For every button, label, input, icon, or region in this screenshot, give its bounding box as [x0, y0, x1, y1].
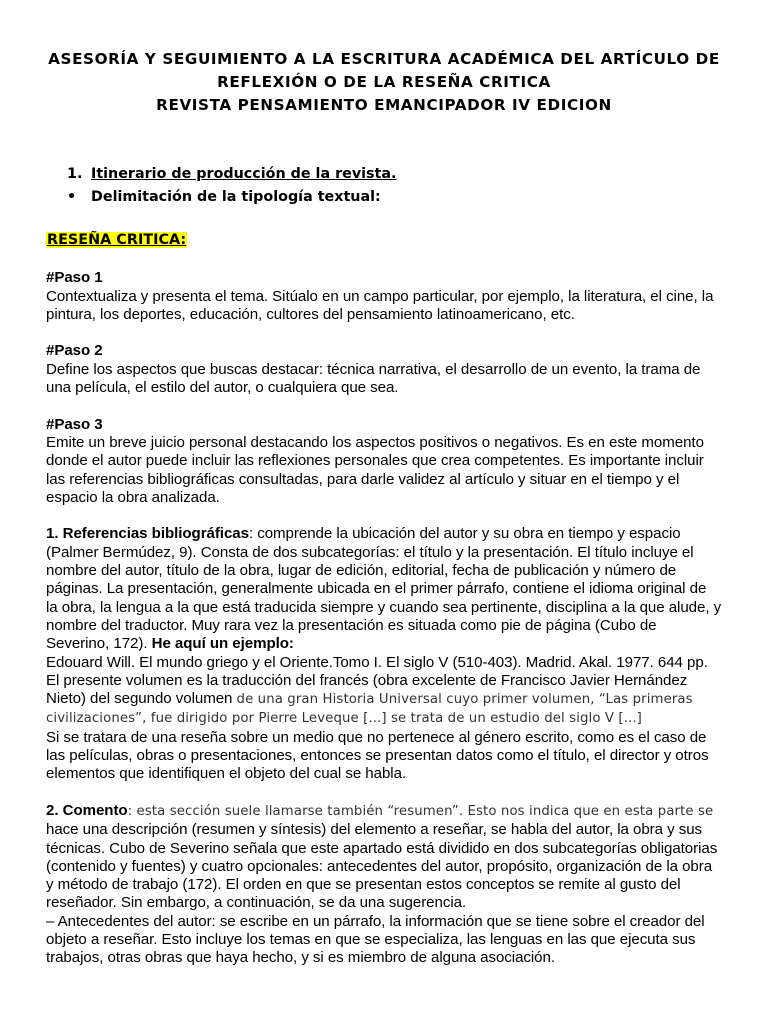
step-text: Define los aspectos que buscas destacar: técnica narrativa, el desarrollo de un evento, la trama de una película, el estilo del autor, o cualquiera que sea.: [46, 360, 701, 397]
example-quote-text: El presente volumen es la traducción del francés (obra excelente de Francisco Javier Hernández Nieto) del segundo volumen: [46, 671, 688, 708]
title-line-2: REFLEXIÓN O DE LA RESEÑA CRITICA: [217, 73, 551, 91]
toc-item: [67, 163, 722, 186]
title-line-1: ASESORÍA Y SEGUIMIENTO A LA ESCRITURA ACADÉMICA DEL ARTÍCULO DE: [48, 50, 720, 68]
comento-text: hace una descripción (resumen y síntesis) del elemento a reseñar, se habla del autor, la obra y sus técnicas. Cubo de Severino señala que este apartado está dividido en dos subcategorías obligatorias (contenido y fuentes) y cuatro opcionales: antecedentes del autor, propósito, organización de la obra y método de trabajo (172). El orden en que se presentan estos conceptos se remite al gusto del reseñador. Sin embargo, a continuación, se da una sugerencia.: [46, 821, 718, 912]
step-block: [46, 416, 722, 507]
example-label: He aquí un ejemplo:: [151, 635, 294, 653]
example-quote: [46, 672, 722, 729]
referencias-paragraph: [46, 525, 722, 653]
step-text: Emite un breve juicio personal destacando los aspectos positivos o negativos. Es en este momento donde el autor puede incluir las reflexiones personales que crea competentes. Es importante incluir las referencias bibliográficas consultadas, para darle validez al artículo y situar en el tiempo y el espacio la obra analizada.: [46, 433, 704, 506]
comento-lead: : esta sección suele llamarse también “resumen”. Esto nos indica que en esta parte se: [127, 803, 714, 819]
step-heading: #Paso 2: [46, 342, 103, 360]
toc-list: [67, 163, 722, 209]
step-heading: #Paso 3: [46, 415, 103, 433]
step-block: [46, 342, 722, 397]
referencias-text: : comprende la ubicación del autor y su obra en tiempo y espacio (Palmer Bermúdez, 9). Consta de dos subcategorías: el título y la presentación. El título incluye el nombre del autor, título de la obra, lugar de edición, editorial, fecha de publicación y número de páginas. La presentación, generalmente ubicada en el primer párrafo, contiene el idioma original de la obra, la lengua a la que está traducida siempre y cuando sea pertinente, disciplina a la que alude, y nombre del traductor. Muy rara vez la presentación es situada como pie de página (Cubo de Severino, 172).: [46, 525, 722, 653]
toc-item: [67, 186, 722, 209]
referencias-closing: Si se tratara de una reseña sobre un medio que no pertenece al género escrito, como es el caso de las películas, obras o presentaciones, entonces se presentan datos como el título, el director y otros elementos que identifiquen el objeto del cual se habla.: [46, 728, 709, 783]
comento-paragraph: [46, 802, 722, 913]
referencias-label: 1. Referencias bibliográficas: [46, 525, 249, 543]
bullet-icon: •: [67, 189, 77, 205]
highlighted-heading: RESEÑA CRITICA:: [47, 232, 187, 248]
step-heading: #Paso 1: [46, 269, 103, 287]
step-block: [46, 269, 722, 324]
example-quote-continuation: de una gran Historia Universal cuyo primer volumen, “Las primeras civilizaciones”, fue dirigido por Pierre Leveque [...] se trata de un estudio del siglo V [...]: [46, 692, 693, 727]
step-text: Contextualiza y presenta el tema. Sitúalo en un campo particular, por ejemplo, la literatura, el cine, la pintura, los deportes, educación, cultores del pensamiento latinoamericano, etc.: [46, 287, 714, 323]
toc-item-label: Delimitación de la tipología textual:: [91, 189, 381, 205]
document-body: [46, 251, 722, 968]
document-title: [46, 48, 722, 117]
example-citation: Edouard Will. El mundo griego y el Oriente.Tomo I. El siglo V (510-403). Madrid. Akal. 1977. 644 pp.: [46, 653, 708, 671]
toc-item-label: Itinerario de producción de la revista.: [91, 166, 397, 182]
section-heading: [46, 229, 722, 251]
comento-section: [46, 802, 722, 968]
comento-label: 2. Comento: [46, 801, 128, 819]
antecedentes-paragraph: – Antecedentes del autor: se escribe en un párrafo, la información que se tiene sobre el creador del objeto a reseñar. Esto incluye los temas en que se especializa, las lenguas en las que ejecuta sus trabajos, otras obras que haya hecho, y si es miembro de alguna asociación.: [46, 912, 705, 967]
referencias-section: [46, 525, 722, 783]
title-line-3: REVISTA PENSAMIENTO EMANCIPADOR IV EDICION: [156, 96, 612, 114]
toc-item-number: 1.: [67, 166, 83, 182]
